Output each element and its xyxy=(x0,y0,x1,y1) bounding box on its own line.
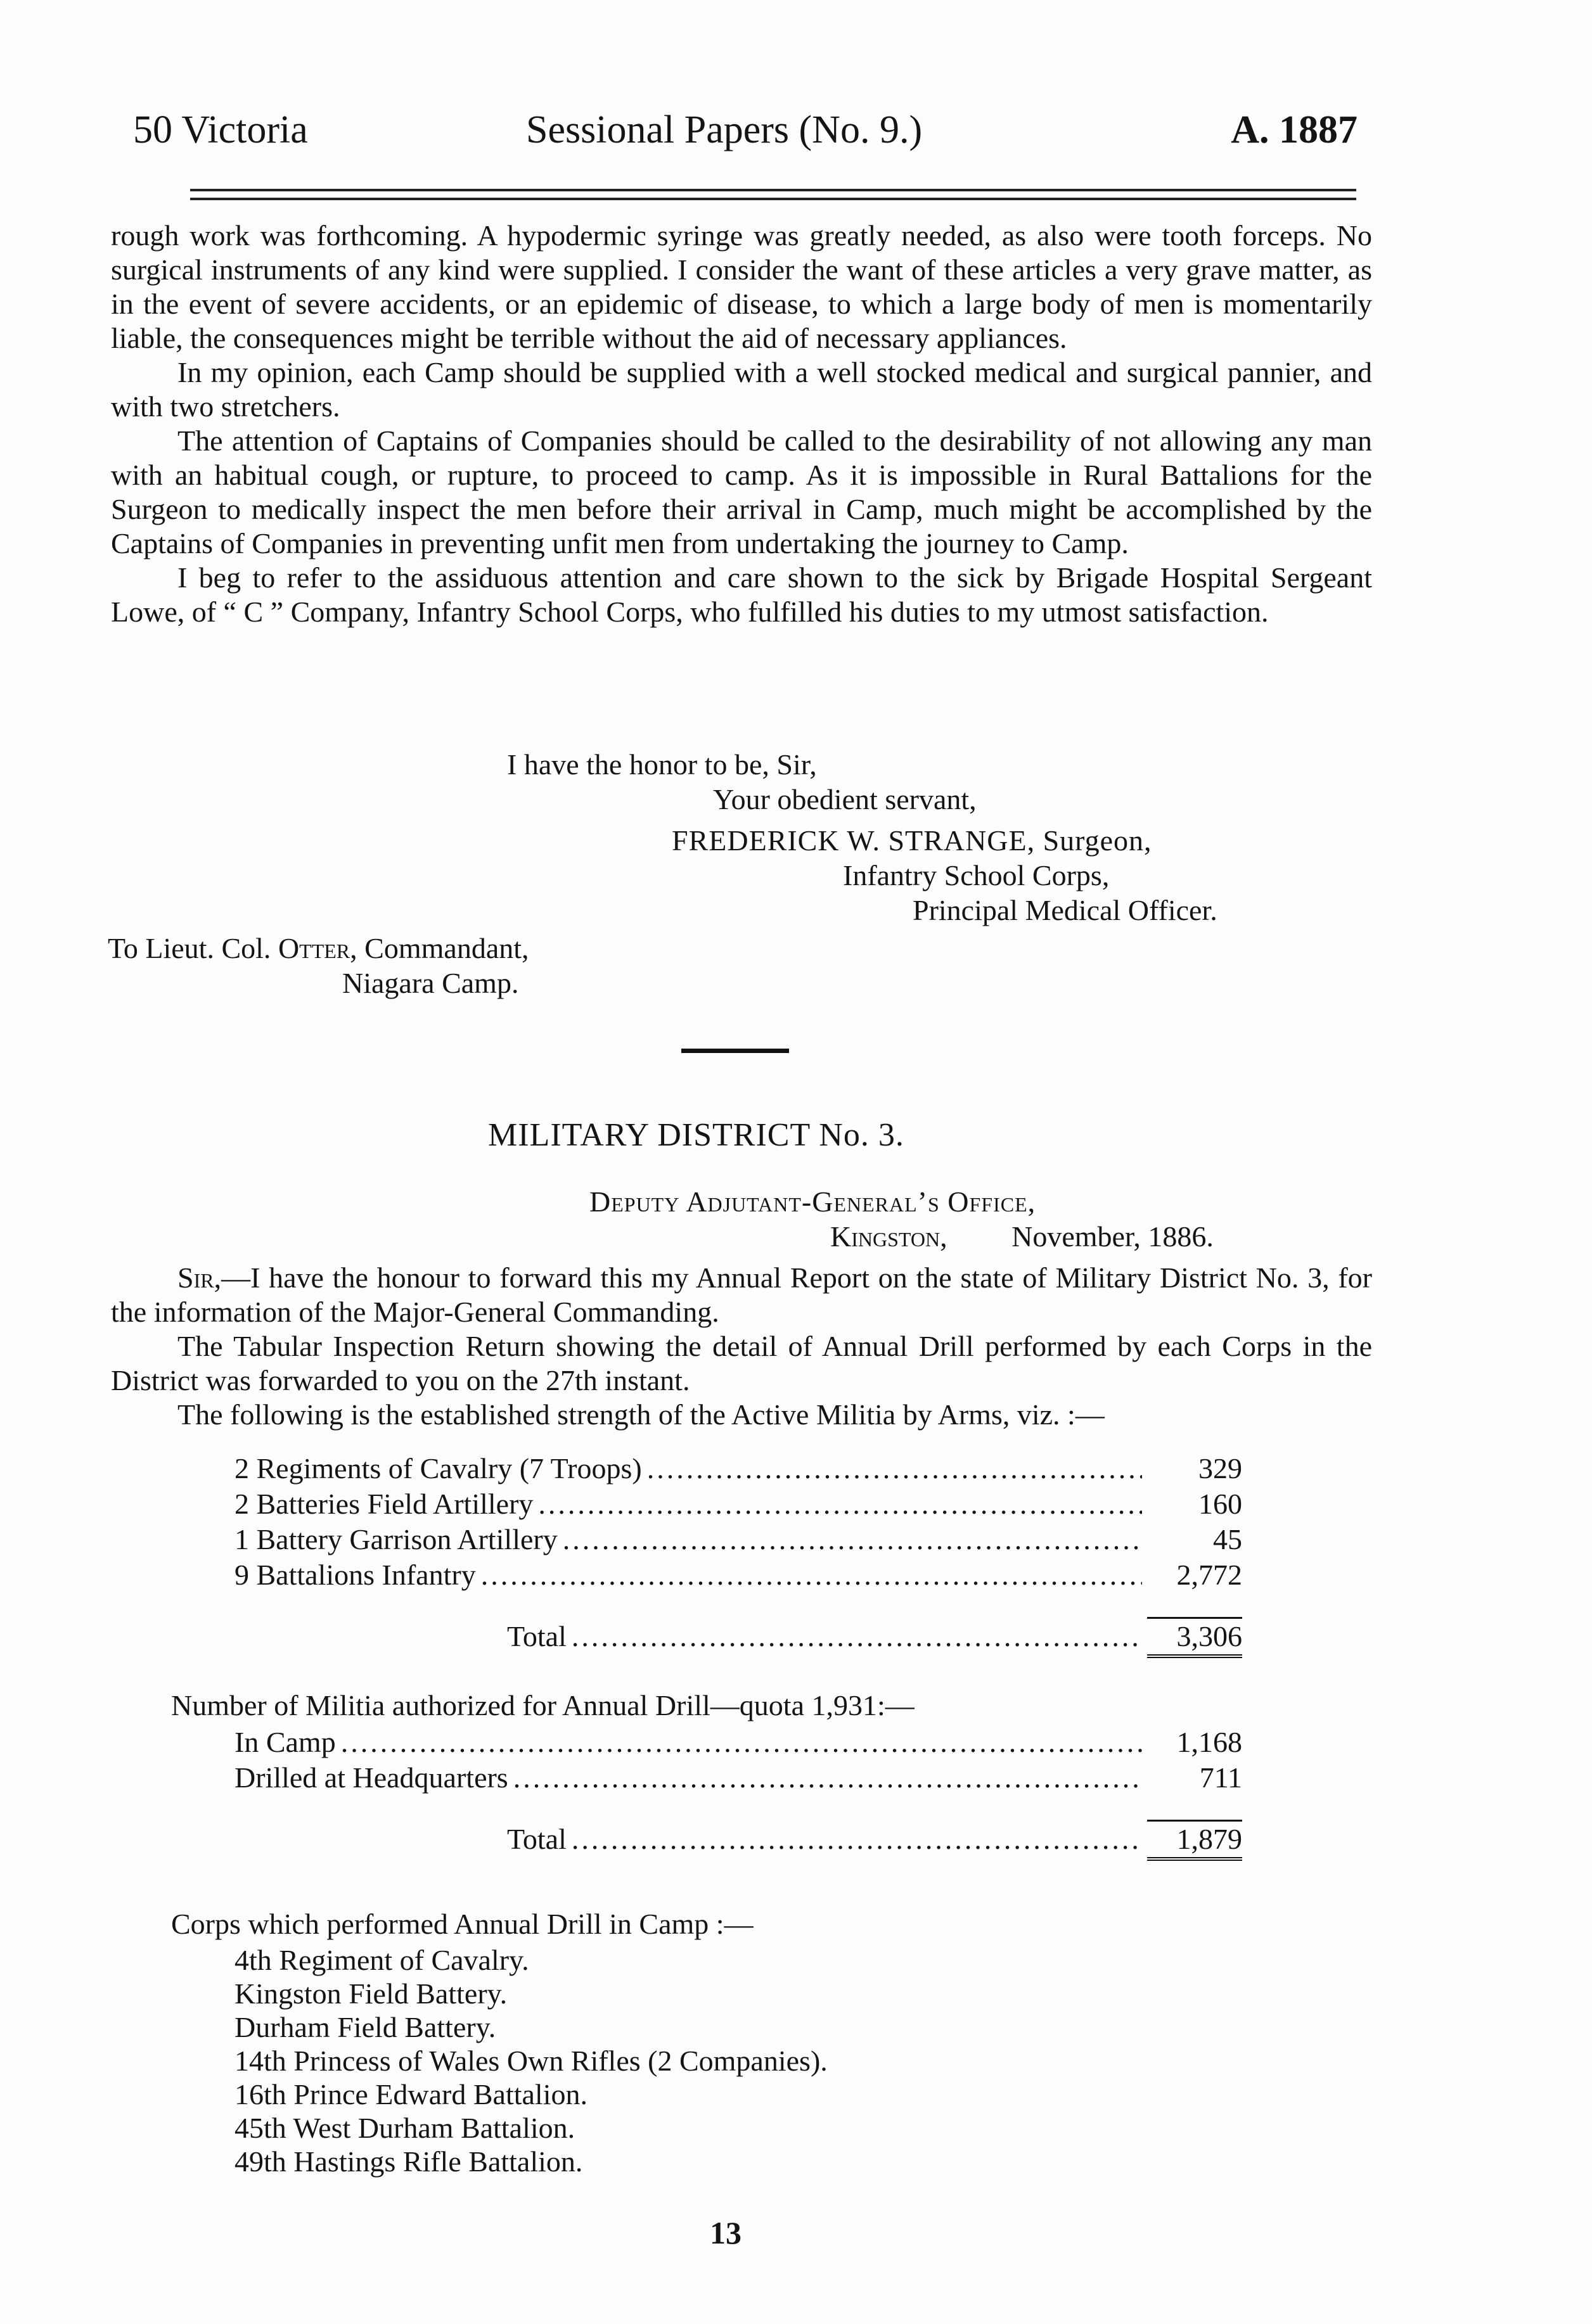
signatory-unit: Infantry School Corps, xyxy=(843,859,1110,891)
paragraph: rough work was forthcoming. A hypodermic syringe was greatly needed, as also were tooth forceps. No surgical instruments of any kind were supplied. I consider the want of these articles a very grave matter, as in the event of severe accidents, or an epidemic of disease, to which a large body of men is momentarily liable, the consequences might be terrible without the aid of necessary appliances. xyxy=(111,219,1372,354)
paragraph: The attention of Captains of Companies should be called to the desirability of not allowing any man with an habitual cough, or rupture, to proceed to camp. As it is impossible in Rural Battalions for the Surgeon to medically inspect the men before their arrival in Camp, much might be accomplished by the Captains of Companies in preventing unfit men from undertaking the journey to Camp. xyxy=(111,425,1372,559)
closing-line: Your obedient servant, xyxy=(713,783,977,815)
strength-table xyxy=(234,1451,1242,1652)
signatory-name: FREDERICK W. STRANGE, Surgeon, xyxy=(672,824,1152,857)
table-row: In Camp ..... 1,168 xyxy=(234,1725,1242,1760)
header-title: Sessional Papers (No. 9.) xyxy=(526,108,923,151)
table-row: 2 Batteries Field Artillery ..... 160 xyxy=(234,1486,1242,1522)
drill-table xyxy=(234,1725,1242,1855)
dateline xyxy=(830,1220,1214,1254)
addressee-suffix: , Commandant, xyxy=(350,932,529,964)
salutation: Sir, xyxy=(177,1261,222,1294)
header-rule-second xyxy=(190,198,1356,200)
report-body xyxy=(111,1261,1372,1432)
header-rule xyxy=(190,189,1356,191)
list-item: Kingston Field Battery. xyxy=(234,1977,508,2010)
corps-list xyxy=(234,1943,828,2178)
table-row: 2 Regiments of Cavalry (7 Troops) ..... 329 xyxy=(234,1451,1242,1486)
section-divider xyxy=(681,1049,789,1053)
list-item: 14th Princess of Wales Own Rifles (2 Companies). xyxy=(234,2045,828,2077)
closing-line: I have the honor to be, Sir, xyxy=(507,748,817,781)
report-continuation xyxy=(111,219,1372,629)
table-row: 9 Battalions Infantry ..... 2,772 xyxy=(234,1557,1242,1593)
addressee-name: Otter xyxy=(278,932,350,964)
paragraph: I beg to refer to the assiduous attention and care shown to the sick by Brigade Hospital Sergeant Lowe, of “ C ” Company, Infantry School Corps, who fulfilled his duties to my utmost satisfaction. xyxy=(111,561,1372,628)
table-row: 1 Battery Garrison Artillery ..... 45 xyxy=(234,1522,1242,1557)
header-session: 50 Victoria xyxy=(133,108,308,151)
table-row: Drilled at Headquarters ..... 711 xyxy=(234,1760,1242,1796)
date: November, 1886. xyxy=(1011,1220,1214,1253)
drill-intro: Number of Militia authorized for Annual Drill—quota 1,931:— xyxy=(171,1689,915,1721)
paragraph: The following is the established strength of the Active Militia by Arms, viz. :— xyxy=(177,1398,1105,1431)
section-heading: MILITARY DISTRICT No. 3. xyxy=(488,1117,904,1153)
paragraph-text: —I have the honour to forward this my Annual Report on the state of Military District No. 3, for the information of the Major-General Commanding. xyxy=(111,1261,1372,1328)
office-line: Deputy Adjutant-General’s Office, xyxy=(589,1185,1036,1218)
addressee-line xyxy=(108,931,529,966)
list-item: 45th West Durham Battalion. xyxy=(234,2112,575,2144)
list-item: 4th Regiment of Cavalry. xyxy=(234,1944,529,1976)
list-item: 49th Hastings Rifle Battalion. xyxy=(234,2145,583,2178)
paragraph: The Tabular Inspection Return showing the detail of Annual Drill performed by each Corps in the District was forwarded to you on the 27th instant. xyxy=(111,1330,1372,1396)
signatory-title: Principal Medical Officer. xyxy=(913,894,1217,926)
total-row: Total ..... 1,879 xyxy=(234,1820,1242,1855)
place: Kingston, xyxy=(830,1220,947,1253)
paragraph xyxy=(111,1261,1372,1329)
paragraph: In my opinion, each Camp should be supplied with a well stocked medical and surgical pannier, and with two stretchers. xyxy=(111,356,1372,423)
running-header xyxy=(133,108,1358,158)
corps-intro: Corps which performed Annual Drill in Camp :— xyxy=(171,1908,754,1940)
page-number: 13 xyxy=(710,2215,741,2251)
addressee-prefix: To Lieut. Col. xyxy=(108,932,278,964)
list-item: Durham Field Battery. xyxy=(234,2011,496,2043)
header-year: A. 1887 xyxy=(1231,108,1358,151)
list-item: 16th Prince Edward Battalion. xyxy=(234,2078,587,2110)
addressee-location: Niagara Camp. xyxy=(342,967,519,999)
total-row: Total ..... 3,306 xyxy=(234,1617,1242,1652)
